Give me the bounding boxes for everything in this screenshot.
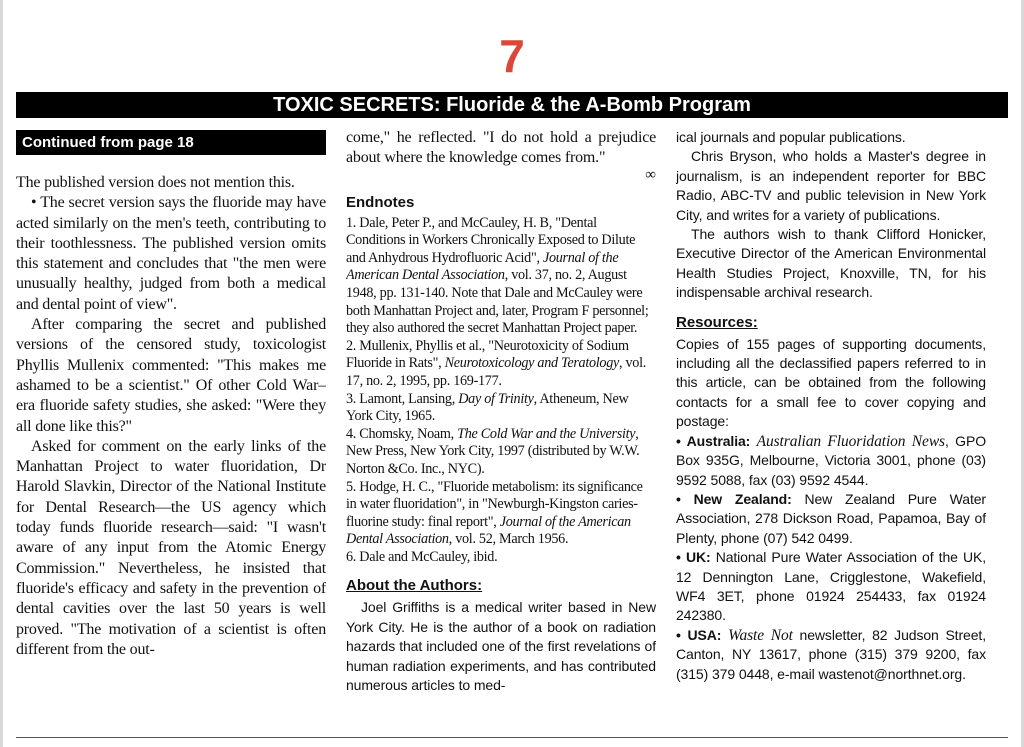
endnote-text: 6. Dale and McCauley, ibid. bbox=[346, 548, 498, 565]
endnote-title: Neurotoxicology and Teratology bbox=[444, 355, 619, 372]
contact-details: , 278 Dickson Road, Papamoa, Bay of Plenty, phone (07) 542 0499. bbox=[676, 510, 986, 546]
endnote-text: 5. Hodge, H. C., "Fluoride metabolism: its significance in water fluoridation", in "Newburgh-Kingston caries-fluorine study: final report", bbox=[346, 478, 643, 530]
resource-contact bbox=[676, 548, 986, 626]
contact-country: • USA: bbox=[676, 626, 722, 643]
article-banner-title: TOXIC SECRETS: Fluoride & the A-Bomb Program bbox=[16, 92, 1008, 118]
endnote-title: The Cold War and the University bbox=[457, 425, 636, 442]
endnote-item bbox=[346, 215, 656, 338]
contact-country: • New Zealand: bbox=[676, 490, 792, 507]
resource-contact bbox=[676, 490, 986, 548]
page-edge-left bbox=[0, 0, 3, 747]
contact-country: • Australia: bbox=[676, 432, 751, 449]
endnotes-list bbox=[346, 215, 656, 567]
endnote-text: , vol. 52, March 1956. bbox=[448, 531, 569, 548]
body-paragraph: The published version does not mention this. bbox=[16, 174, 295, 191]
endnote-text: , New Press, New York City, 1997 (distributed by W.W. Norton &Co. Inc., NYC). bbox=[346, 425, 640, 477]
contact-organization: Australian Fluoridation News bbox=[756, 432, 945, 450]
about-authors-paragraph: Chris Bryson, who holds a Master's degree in journalism, is an independent reporter for BBC Radio, ABC-TV and public television in New York City, and writes for a variety of publications. bbox=[676, 148, 986, 223]
body-paragraph: Asked for comment on the early links of the Manhattan Project to water fluoridation, Dr Harold Slavkin, Director of the National Institute for Dental Research—the US agency which today funds fluoride research—said: "I wasn't aware of any input from the Atomic Energy Commission." Nevertheless, he insisted that fluoride's efficacy and safety in the prevention of dental cavities over the last 50 years is well proved. "The motivation of a scientist is often different from the out- bbox=[16, 437, 326, 658]
resource-contact bbox=[676, 626, 986, 684]
contact-details: of the UK, 12 Dennington Lane, Crigglestone, Wakefield, WF4 3ET, phone 01924 254433, fax 01924 242380. bbox=[676, 549, 986, 624]
endnote-text: , vol. 37, no. 2, August 1948, pp. 131-140. Note that Dale and McCauley were both Manhattan Project and, later, Program F personnel; they also authored the secret Manhattan Project paper. bbox=[346, 267, 649, 337]
about-authors-continued: ical journals and popular publications. bbox=[676, 129, 906, 145]
endnote-title: Journal of the American Dental Association bbox=[346, 249, 619, 284]
endnote-item bbox=[346, 549, 656, 567]
column-2 bbox=[346, 128, 656, 696]
body-paragraph: After comparing the secret and published versions of the censored study, toxicologist Phyllis Mullenix commented: "This makes me ashamed to be a scientist." Of other Cold War–era fluoride safety studies, she asked: "Were they all done like this?" bbox=[16, 316, 326, 435]
endnote-title: Journal of the American Dental Association bbox=[346, 513, 631, 548]
contact-details: newsletter, 82 Judson Street, Canton, NY 13617, phone (315) 379 9200, fax (315) 379 0448, e-mail wastenot@northnet.org. bbox=[676, 626, 986, 682]
body-paragraph: come," he reflected. "I do not hold a prejudice about where the knowledge comes from." bbox=[346, 129, 656, 167]
about-authors-heading: About the Authors: bbox=[346, 577, 483, 595]
page-number: 7 bbox=[499, 30, 525, 82]
resources-intro: Copies of 155 pages of supporting documents, including all the declassified papers referred to in this article, can be obtained from the following contacts for a small fee to cover copying and postage: bbox=[676, 335, 986, 430]
endnote-item bbox=[346, 338, 656, 391]
column-1 bbox=[16, 128, 326, 660]
endnote-text: 1. Dale, Peter P., and McCauley, H. B, "Dental Conditions in Workers Chronically Exposed to Dilute and Anhydrous Hydrofluoric Acid", bbox=[346, 214, 636, 266]
bottom-divider bbox=[16, 737, 1008, 738]
contact-organization: Waste Not bbox=[728, 626, 793, 644]
column-3 bbox=[676, 128, 986, 684]
end-of-article-mark: ∞ bbox=[645, 166, 656, 183]
about-authors-paragraph: Joel Griffiths is a medical writer based in New York City. He is the author of a book on radiation hazards that included one of the first revelations of human radiation experiments, and has contributed numerous articles to med- bbox=[346, 599, 656, 694]
endnote-text: 3. Lamont, Lansing, bbox=[346, 390, 459, 407]
endnote-text: 4. Chomsky, Noam, bbox=[346, 425, 458, 442]
endnote-item bbox=[346, 479, 656, 549]
contact-country: • UK: bbox=[676, 549, 711, 566]
endnote-item bbox=[346, 391, 656, 426]
resources-heading: Resources: bbox=[676, 313, 758, 331]
acknowledgement-paragraph: The authors wish to thank Clifford Honicker, Executive Director of the American Environmental Health Studies Project, Knoxville, TN, for his indispensable archival research. bbox=[676, 226, 986, 301]
endnotes-heading: Endnotes bbox=[346, 193, 415, 211]
contacts-list bbox=[676, 432, 986, 684]
endnote-title: Day of Trinity bbox=[458, 390, 534, 407]
contact-organization: New Zealand Pure Water Association bbox=[676, 490, 986, 527]
endnote-item bbox=[346, 426, 656, 479]
endnote-text: , Atheneum, New York City, 1965. bbox=[346, 390, 629, 425]
body-paragraph: • The secret version says the fluoride may have acted similarly on the men's teeth, contributing to their toothlessness. The published version omits this statement and concludes that "the men were unusually healthy, judged from both a medical and dental point of view". bbox=[16, 194, 326, 313]
continued-from-label: Continued from page 18 bbox=[16, 130, 326, 155]
resource-contact bbox=[676, 432, 986, 490]
endnote-text: , vol. 17, no. 2, 1995, pp. 169-177. bbox=[346, 355, 646, 389]
contact-details: , GPO Box 935G, Melbourne, Victoria 3001, phone (03) 9592 5088, fax (03) 9592 4544. bbox=[676, 432, 986, 488]
contact-organization: National Pure Water Association bbox=[715, 549, 917, 566]
endnote-text: 2. Mullenix, Phyllis et al., "Neurotoxicity of Sodium Fluoride in Rats", bbox=[346, 337, 629, 372]
